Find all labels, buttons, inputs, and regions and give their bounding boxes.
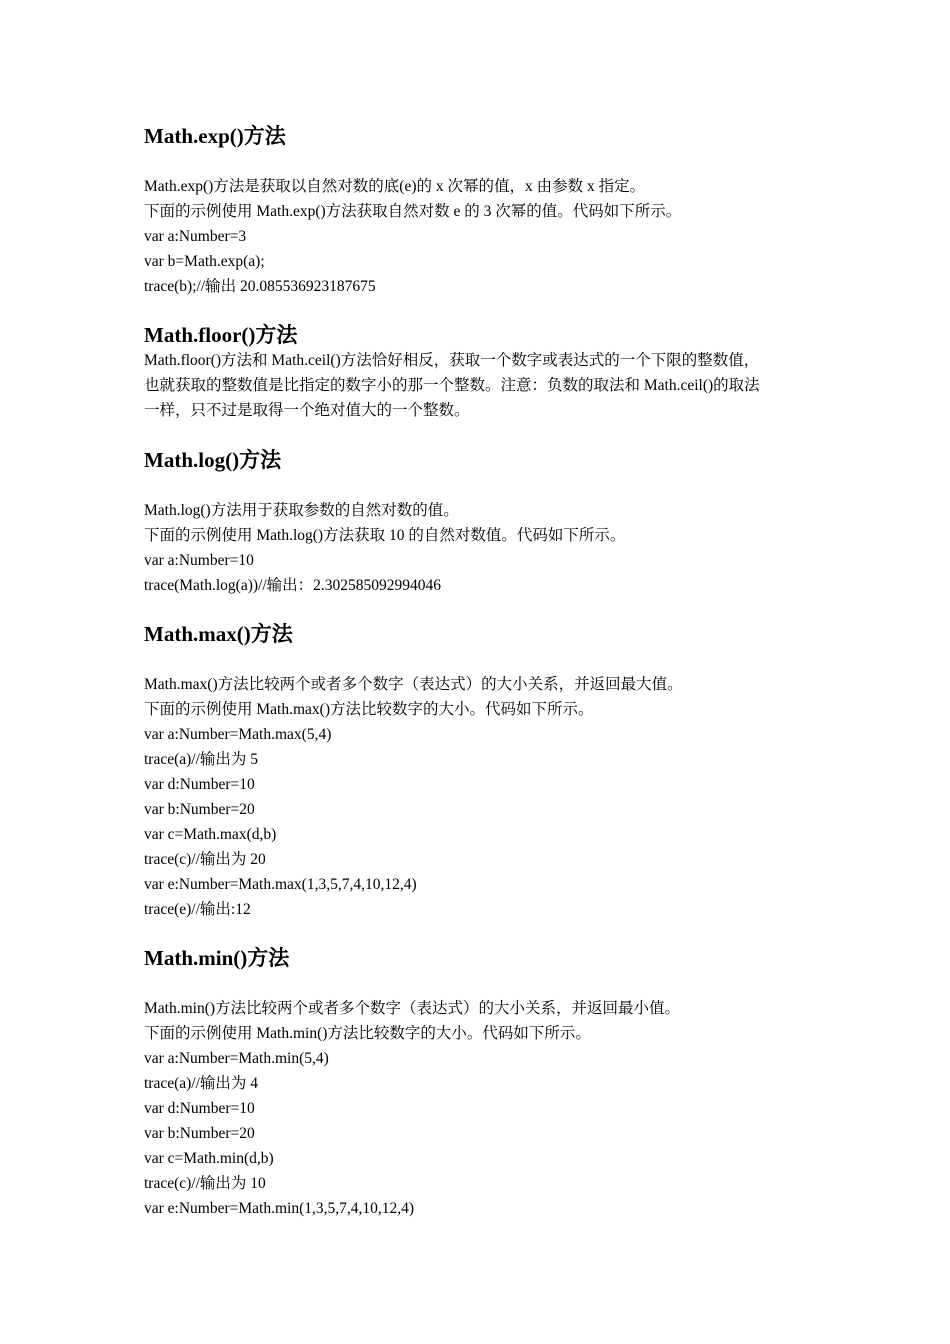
code-line: trace(e)//输出:12 [144,901,251,918]
code-line: var e:Number=Math.min(1,3,5,7,4,10,12,4) [144,1200,415,1217]
paragraph-line: 下面的示例使用 Math.min()方法比较数字的大小。代码如下所示。 [144,1025,591,1042]
paragraph-line: 一样，只不过是取得一个绝对值大的一个整数。 [144,402,470,419]
code-line: var b:Number=20 [144,1125,255,1142]
code-line: trace(c)//输出为 20 [144,851,266,868]
code-line: var b:Number=20 [144,801,255,818]
code-line: var d:Number=10 [144,1100,255,1117]
code-line: var a:Number=10 [144,552,254,569]
code-line: var a:Number=Math.min(5,4) [144,1050,329,1067]
code-line: trace(c)//输出为 10 [144,1175,266,1192]
section-heading-min: Math.min()方法 [144,946,290,970]
code-line: var c=Math.max(d,b) [144,826,277,843]
section-heading-exp: Math.exp()方法 [144,124,286,148]
code-line: var a:Number=3 [144,228,247,245]
paragraph-line: 也就获取的整数值是比指定的数字小的那一个整数。注意：负数的取法和 Math.ceil()的取法 [144,377,760,394]
code-line: trace(a)//输出为 4 [144,1075,259,1092]
section-heading-max: Math.max()方法 [144,622,293,646]
paragraph-line: 下面的示例使用 Math.exp()方法获取自然对数 e 的 3 次幂的值。代码如下所示。 [144,203,682,220]
paragraph-line: Math.exp()方法是获取以自然对数的底(e)的 x 次幂的值，x 由参数 x 指定。 [144,178,646,195]
code-line: var a:Number=Math.max(5,4) [144,726,332,743]
paragraph-line: Math.max()方法比较两个或者多个数字（表达式）的大小关系，并返回最大值。 [144,676,683,693]
code-line: var b=Math.exp(a); [144,253,265,270]
code-line: trace(b);//输出 20.085536923187675 [144,278,376,295]
paragraph-line: 下面的示例使用 Math.max()方法比较数字的大小。代码如下所示。 [144,701,594,718]
code-line: var d:Number=10 [144,776,255,793]
paragraph-line: Math.log()方法用于获取参数的自然对数的值。 [144,502,459,519]
paragraph-line: Math.floor()方法和 Math.ceil()方法恰好相反，获取一个数字或表达式的一个下限的整数值， [144,352,760,369]
code-line: var e:Number=Math.max(1,3,5,7,4,10,12,4) [144,876,417,893]
section-heading-log: Math.log()方法 [144,448,282,472]
paragraph-line: 下面的示例使用 Math.log()方法获取 10 的自然对数值。代码如下所示。 [144,527,626,544]
code-line: trace(Math.log(a))//输出：2.302585092994046 [144,577,442,594]
section-heading-floor: Math.floor()方法 [144,323,298,347]
paragraph-line: Math.min()方法比较两个或者多个数字（表达式）的大小关系，并返回最小值。 [144,1000,681,1017]
code-line: trace(a)//输出为 5 [144,751,259,768]
code-line: var c=Math.min(d,b) [144,1150,274,1167]
